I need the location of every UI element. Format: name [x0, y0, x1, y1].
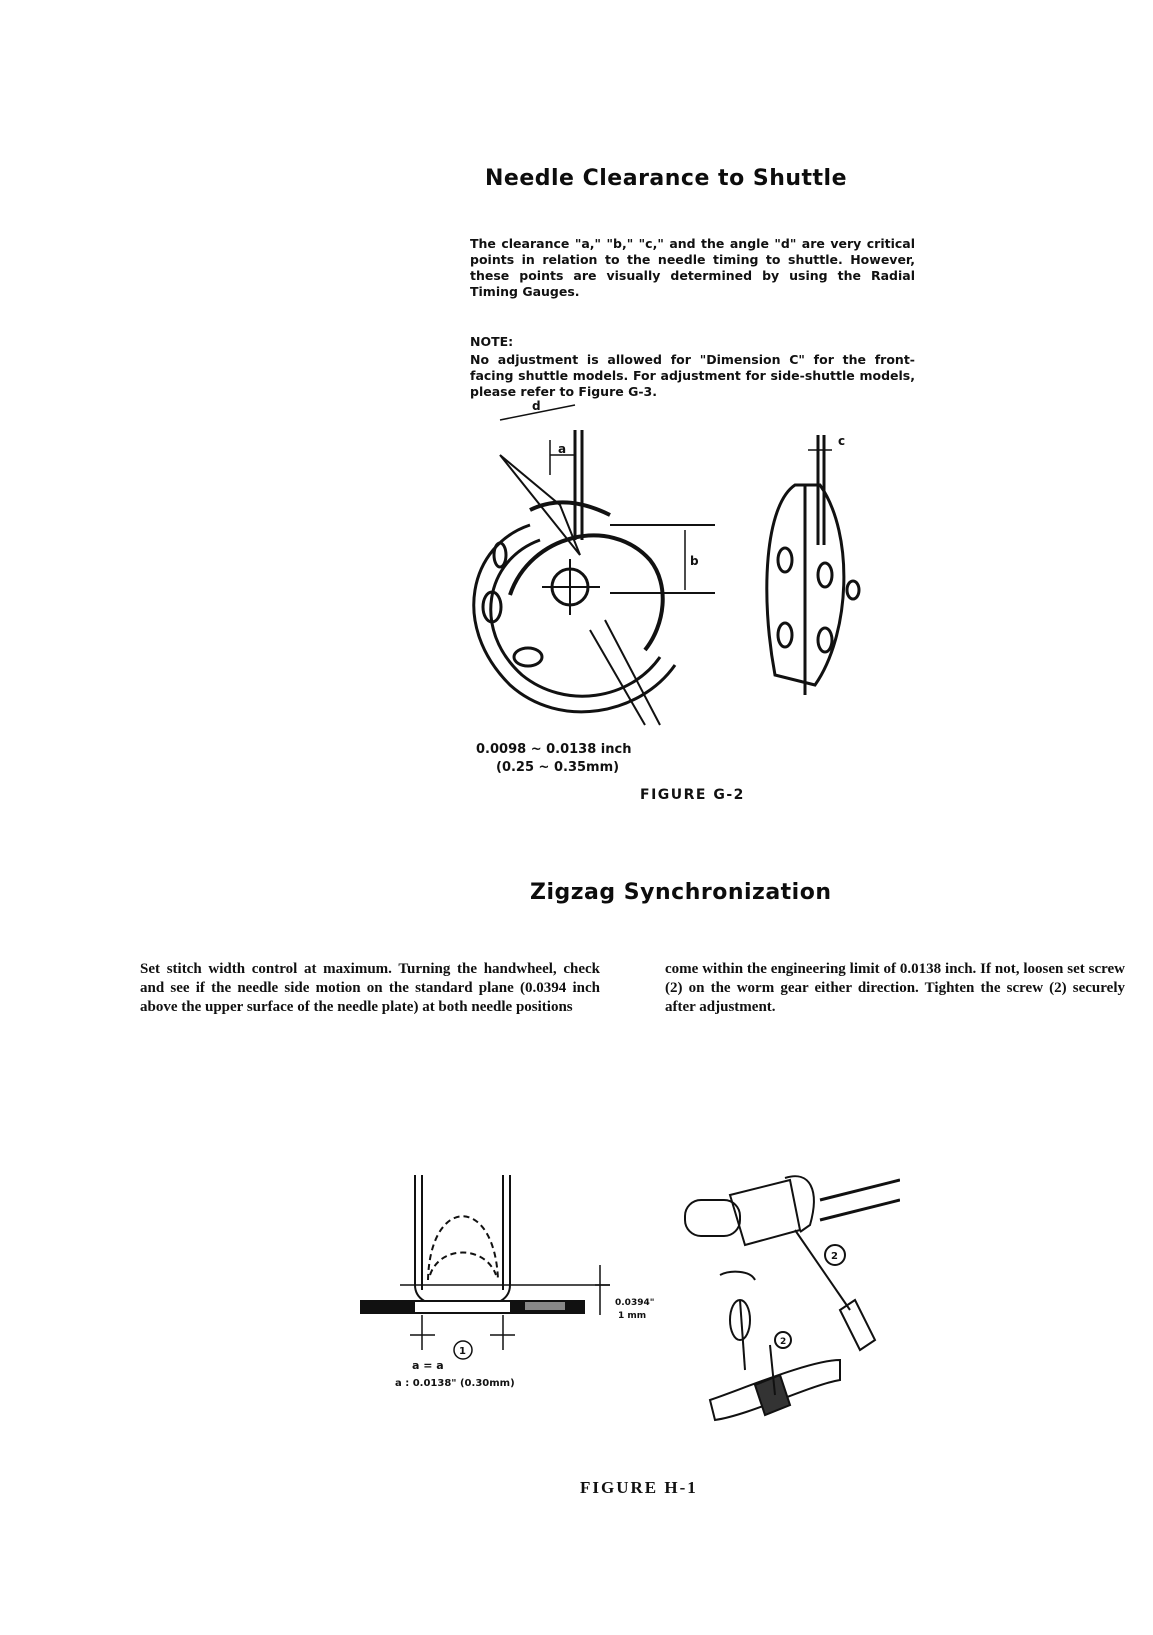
- callout-1-left: 1: [459, 1346, 466, 1357]
- callout-2-top: 2: [831, 1251, 838, 1262]
- figure-h1-caption: FIGURE H-1: [580, 1478, 698, 1497]
- section-title-needle-clearance: Needle Clearance to Shuttle: [485, 166, 848, 191]
- height-label-mm: 1 mm: [618, 1311, 647, 1321]
- callout-2-bottom: 2: [780, 1337, 787, 1347]
- figure-g2-illustration: [440, 395, 900, 745]
- figure-h1-worm-gear-diagram: [660, 1160, 900, 1490]
- label-d: d: [532, 399, 541, 413]
- label-c: c: [838, 434, 846, 448]
- label-b: b: [690, 554, 699, 568]
- section-title-zigzag-sync: Zigzag Synchronization: [530, 880, 832, 905]
- height-label: 0.0394": [615, 1298, 655, 1308]
- note-label: NOTE:: [470, 334, 514, 349]
- intro-paragraph: The clearance "a," "b," "c," and the angle "d" are very critical points in relation to the needle timing to shuttle. However, these points are visually determined by using the Radial Timing Gauges.: [470, 236, 915, 299]
- figure-g2-caption: FIGURE G-2: [640, 787, 745, 803]
- note-paragraph: No adjustment is allowed for "Dimension C" for the front-facing shuttle models. For adjustment for side-shuttle models, please refer to Figure G-3.: [470, 352, 915, 399]
- zigzag-text-left: Set stitch width control at maximum. Turning the handwheel, check and see if the needle side motion on the standard plane (0.0394 inch above the upper surface of the needle plate) at both needle positions: [140, 961, 600, 1015]
- figure-g2-clearance-inch: 0.0098 ~ 0.0138 inch: [476, 742, 632, 757]
- limit-note: a : 0.0138" (0.30mm): [395, 1378, 515, 1389]
- figure-h1-needle-diagram: [360, 1165, 690, 1385]
- label-a: a: [558, 442, 567, 456]
- equation-label: a = a: [412, 1359, 444, 1372]
- zigzag-text-right: come within the engineering limit of 0.0138 inch. If not, loosen set screw (2) on the worm gear either direction. Tighten the screw (2) securely after adjustment.: [665, 961, 1125, 1015]
- figure-g2-clearance-mm: (0.25 ~ 0.35mm): [496, 760, 620, 775]
